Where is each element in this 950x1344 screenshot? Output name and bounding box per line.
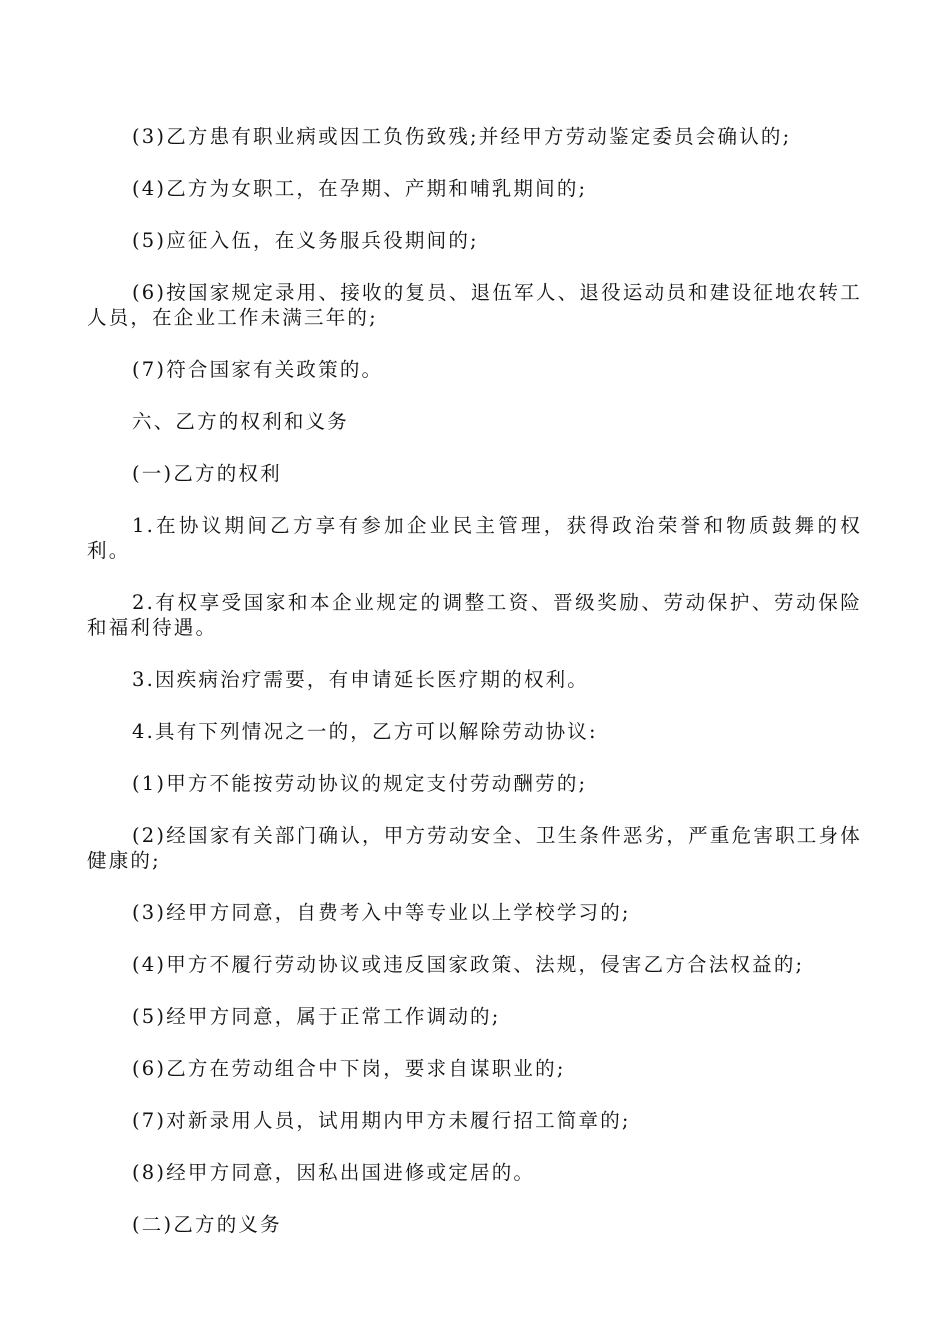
subsection-heading: (二)乙方的义务 [132,1213,282,1236]
paragraph: (2)经国家有关部门确认，甲方劳动安全、卫生条件恶劣，严重危害职工身体健康的; [87,824,862,872]
paragraph: 4.具有下列情况之一的，乙方可以解除劳动协议: [132,720,598,743]
document-body [87,124,862,1264]
paragraph: 3.因疾病治疗需要，有申请延长医疗期的权利。 [132,668,590,691]
subsection-heading: (一)乙方的权利 [132,462,282,485]
paragraph: 2.有权享受国家和本企业规定的调整工资、晋级奖励、劳动保护、劳动保险和福利待遇。 [87,591,862,639]
paragraph: (4)乙方为女职工，在孕期、产期和哺乳期间的; [132,177,588,200]
paragraph: (3)经甲方同意，自费考入中等专业以上学校学习的; [132,901,631,924]
paragraph: (6)按国家规定录用、接收的复员、退伍军人、退役运动员和建设征地农转工人员，在企业工作未满三年的; [87,281,862,329]
paragraph: (3)乙方患有职业病或因工负伤致残;并经甲方劳动鉴定委员会确认的; [132,125,792,148]
paragraph: (1)甲方不能按劳动协议的规定支付劳动酬劳的; [132,772,588,795]
paragraph: (6)乙方在劳动组合中下岗，要求自谋职业的; [132,1057,566,1080]
section-heading: 六、乙方的权利和义务 [132,410,350,433]
paragraph: (4)甲方不履行劳动协议或违反国家政策、法规，侵害乙方合法权益的; [132,953,805,976]
paragraph: (7)对新录用人员，试用期内甲方未履行招工简章的; [132,1109,631,1132]
paragraph: (5)经甲方同意，属于正常工作调动的; [132,1005,501,1028]
paragraph: (5)应征入伍，在义务服兵役期间的; [132,229,479,252]
paragraph: (8)经甲方同意，因私出国进修或定居的。 [132,1161,536,1184]
paragraph: 1.在协议期间乙方享有参加企业民主管理，获得政治荣誉和物质鼓舞的权利。 [87,514,862,562]
paragraph: (7)符合国家有关政策的。 [132,358,384,381]
